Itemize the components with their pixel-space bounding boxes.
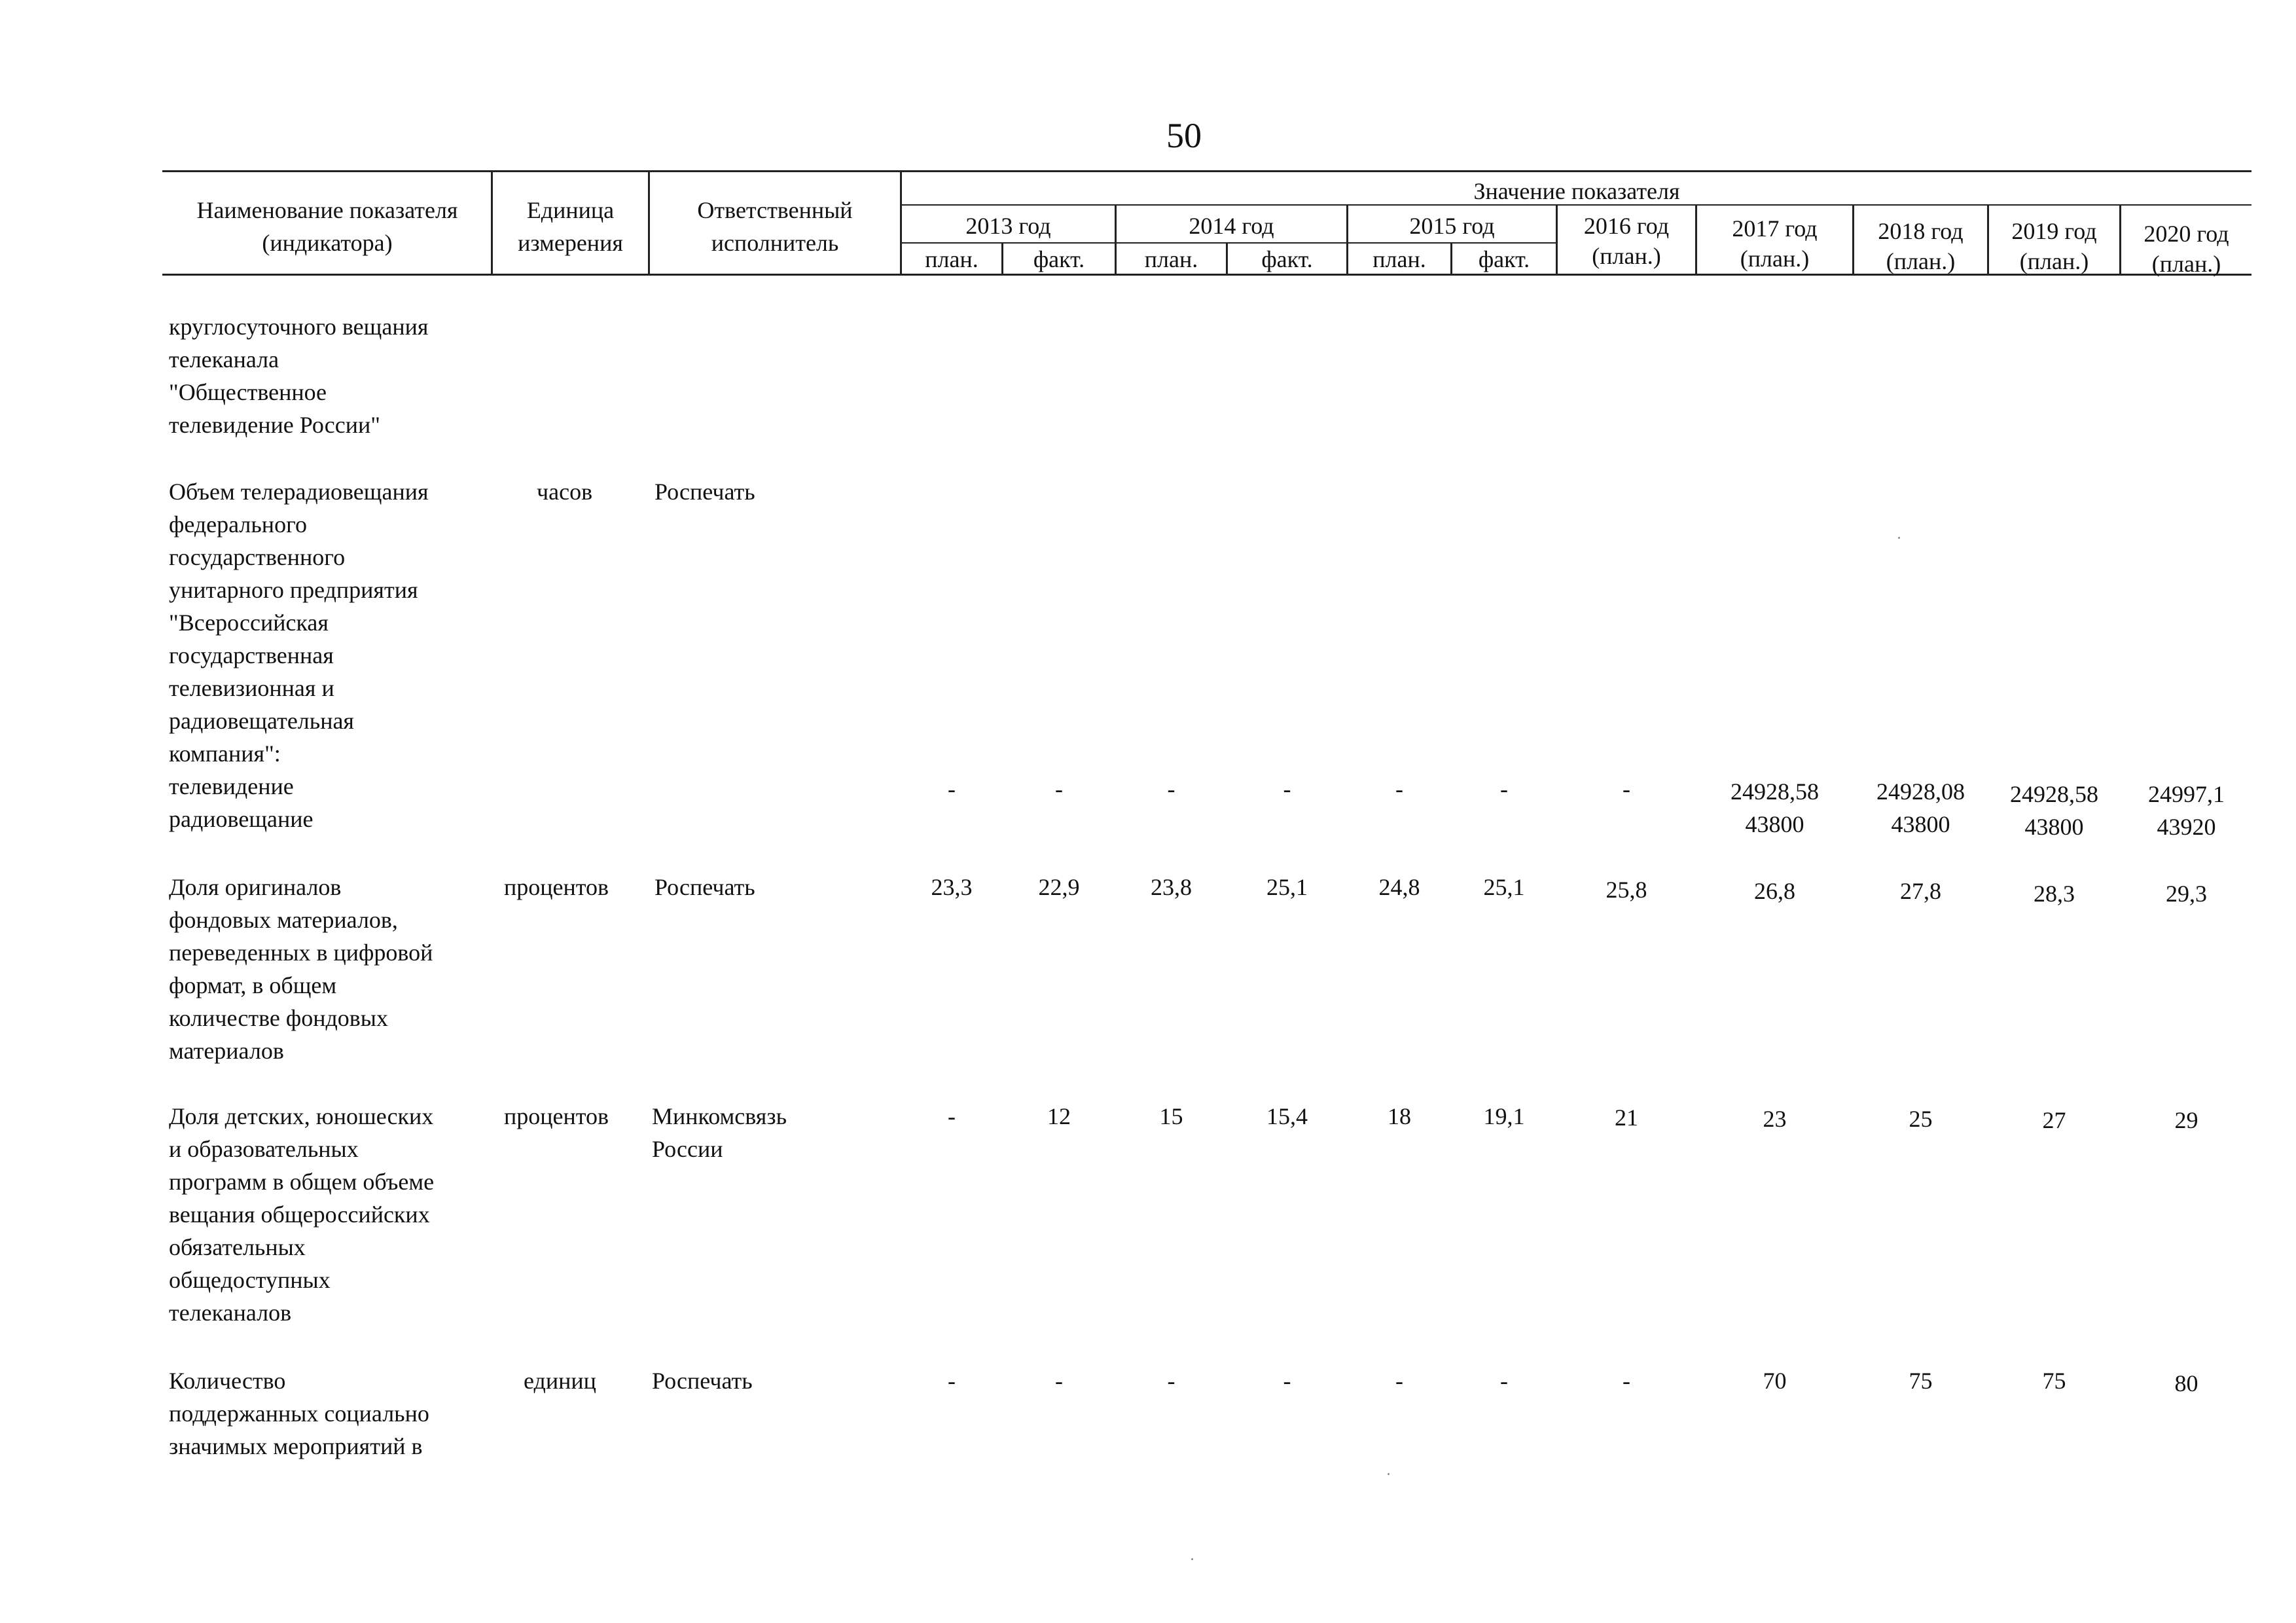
value-cell: - [1167,1368,1175,1394]
value-cell: 24928,58 43800 [2010,781,2098,840]
header-plan-2014: план. [1144,246,1198,272]
header-year-2015: 2015 год [1409,213,1495,239]
value-cell: 29 [2174,1107,2198,1133]
page-number: 50 [1166,116,1202,155]
value-cell: 19,1 [1483,1103,1525,1129]
row-children-programs-unit: процентов [504,1103,609,1129]
value-cell: - [1395,776,1403,802]
row-children-programs-resp: Минкомсвязь России [652,1103,787,1162]
value-cell: 75 [1909,1368,1933,1394]
value-cell: 29,3 [2166,881,2207,907]
header-year-2020: 2020 год (план.) [2144,221,2229,277]
value-cell: - [948,1103,956,1129]
value-cell: 24,8 [1378,874,1420,900]
value-cell: - [1283,776,1291,802]
value-cell: - [1623,776,1630,802]
row-digitized-share-unit: процентов [504,874,609,900]
scan-speck [1898,537,1900,539]
value-cell: 75 [2042,1368,2066,1394]
header-year-2019: 2019 год (план.) [2011,218,2097,274]
row-digitized-share-name: Доля оригиналов фондовых материалов, переведенных в цифровой формат, в общем количестве фондовых материалов [169,874,433,1064]
value-cell: - [948,1368,956,1394]
header-year-2013: 2013 год [965,213,1051,239]
value-cell: 21 [1615,1104,1638,1131]
years-rule [900,242,1556,244]
value-cell: - [1055,1368,1063,1394]
value-cell: 27,8 [1900,878,1941,904]
value-cell: - [1167,776,1175,802]
row-digitized-share-resp: Роспечать [655,874,755,900]
row-broadcast-volume-unit: часов [537,479,593,505]
row-continuation-name: круглосуточного вещания телеканала "Общественное телевидение России" [169,314,429,438]
value-cell: 24928,58 43800 [1731,778,1819,837]
value-cell: 23 [1763,1106,1787,1132]
value-cell: 25,1 [1483,874,1525,900]
value-cell: 24928,08 43800 [1876,778,1965,837]
header-name-col: Наименование показателя (индикатора) [196,197,458,256]
header-top-rule [162,170,2251,172]
value-cell: 15 [1159,1103,1183,1129]
row-social-events-resp: Роспечать [652,1368,753,1394]
value-cell: 25,1 [1266,874,1308,900]
header-responsible-col: Ответственный исполнитель [697,197,853,256]
header-fact-2014: факт. [1261,246,1313,272]
value-cell: 26,8 [1754,878,1795,904]
value-cell: 15,4 [1266,1103,1308,1129]
value-cell: - [1395,1368,1403,1394]
row-social-events-name: Количество поддержанных социально значимых мероприятий в [169,1368,429,1459]
row-children-programs-name: Доля детских, юношеских и образовательных программ в общем объеме вещания общероссийских обязательных общедоступных телеканалов [169,1103,435,1326]
header-plan-2013: план. [925,246,978,272]
value-cell: 22,9 [1038,874,1080,900]
header-year-2016: 2016 год (план.) [1583,213,1670,269]
header-fact-2013: факт. [1033,246,1085,272]
header-value-group: Значение показателя [1473,178,1680,204]
row-social-events-unit: единиц [524,1368,596,1394]
value-cell: 25 [1909,1106,1933,1132]
value-cell: 28,3 [2034,881,2075,907]
value-group-rule [900,204,2251,206]
value-cell: - [1500,1368,1508,1394]
scan-speck [1191,1558,1193,1560]
header-year-2018: 2018 год (план.) [1878,218,1964,274]
value-cell: 25,8 [1605,877,1647,903]
value-cell: 24997,1 43920 [2148,781,2225,840]
value-cell: 18 [1388,1103,1411,1129]
value-cell: 70 [1763,1368,1787,1394]
value-cell: 23,3 [931,874,973,900]
value-cell: - [1055,776,1063,802]
value-cell: - [1283,1368,1291,1394]
row-broadcast-volume-name: Объем телерадиовещания федерального государственного унитарного предприятия "Всероссийская государственная телевизионная и радиовещательная компания": телевидение радиовещание [169,479,429,832]
value-cell: - [1623,1368,1630,1394]
value-cell: 27 [2042,1107,2066,1133]
row-broadcast-volume-resp: Роспечать [655,479,755,505]
scan-speck [1388,1473,1390,1475]
value-cell: 23,8 [1151,874,1192,900]
value-cell: 12 [1047,1103,1071,1129]
value-cell: 80 [2174,1370,2198,1396]
header-year-2014: 2014 год [1189,213,1274,239]
header-unit-col: Единица измерения [518,197,623,256]
value-cell: - [1500,776,1508,802]
value-cell: - [948,776,956,802]
header-year-2017: 2017 год (план.) [1732,215,1818,272]
header-fact-2015: факт. [1478,246,1530,272]
header-plan-2015: план. [1372,246,1426,272]
